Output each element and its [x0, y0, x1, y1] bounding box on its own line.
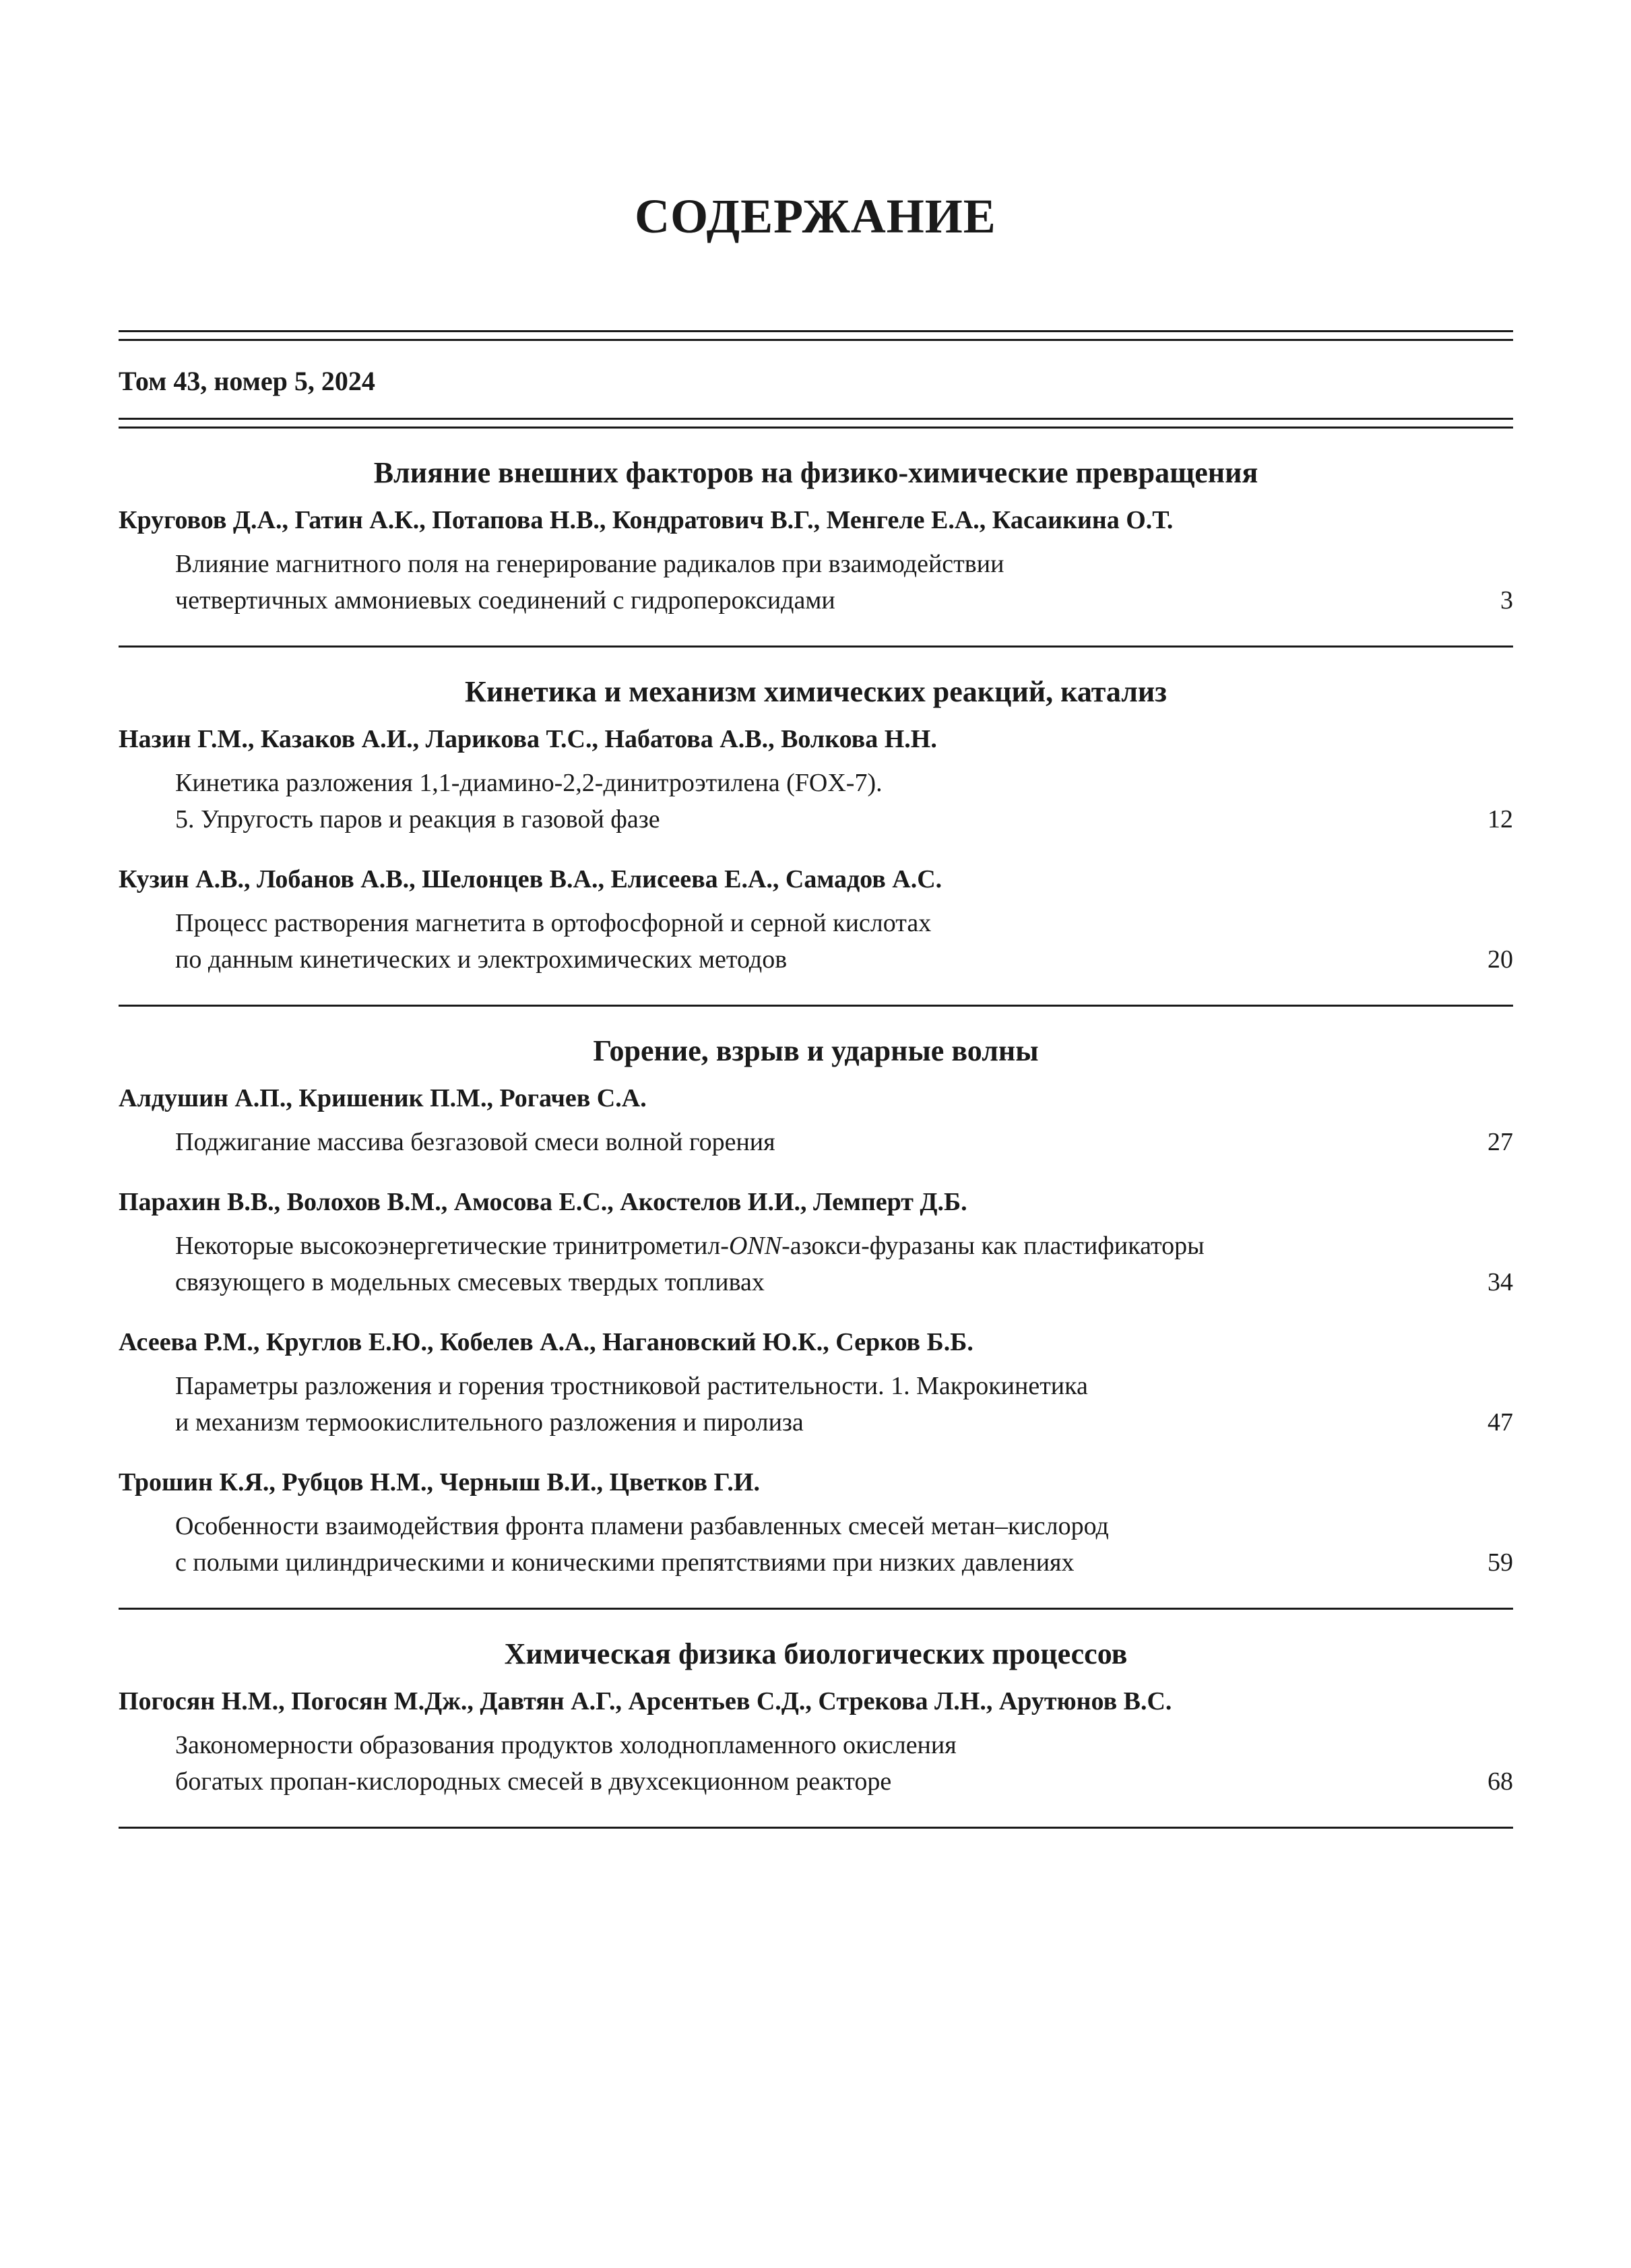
- page-number: 12: [1488, 805, 1513, 833]
- article-authors: Круговов Д.А., Гатин А.К., Потапова Н.В., Кондратович В.Г., Менгеле Е.А., Касаикина О.Т.: [119, 506, 1174, 534]
- article-title-line: и механизм термоокислительного разложения и пиролиза: [175, 1408, 804, 1437]
- page-number: 20: [1488, 945, 1513, 974]
- toc-entry[interactable]: [119, 1685, 1513, 1800]
- page-title: СОДЕРЖАНИЕ: [635, 189, 996, 243]
- article-authors: Асеева Р.М., Круглов Е.Ю., Кобелев А.А., Нагановский Ю.К., Серков Б.Б.: [119, 1328, 973, 1356]
- article-title: [119, 1228, 1442, 1300]
- page-number: 47: [1488, 1408, 1513, 1437]
- article-title: [119, 1124, 1442, 1160]
- issue-info: Том 43, номер 5, 2024: [119, 366, 375, 396]
- article-authors: Алдушин А.П., Кришеник П.М., Рогачев С.А.: [119, 1084, 647, 1112]
- article-title: [119, 546, 1442, 619]
- toc-entry[interactable]: [119, 1326, 1513, 1441]
- article-title-row: [119, 1508, 1513, 1581]
- article-title: [119, 1727, 1442, 1800]
- page-number: 34: [1488, 1268, 1513, 1296]
- article-title-line: 5. Упругость паров и реакция в газовой фазе: [175, 805, 660, 833]
- article-authors: Кузин А.В., Лобанов А.В., Шелонцев В.А., Елисеева Е.А., Самадов А.С.: [119, 865, 942, 893]
- article-title-line: Параметры разложения и горения тростниковой растительности. 1. Макрокинетика: [175, 1372, 1088, 1400]
- article-title-row: [119, 1368, 1513, 1441]
- toc-section: [119, 1007, 1513, 1610]
- article-title-row: [119, 905, 1513, 978]
- article-title: [119, 1368, 1442, 1441]
- section-heading: Химическая физика биологических процессов: [504, 1637, 1128, 1670]
- toc-section: [119, 648, 1513, 1007]
- toc-entry[interactable]: [119, 1466, 1513, 1581]
- article-title-italic: ONN: [728, 1232, 782, 1260]
- article-title-row: [119, 765, 1513, 838]
- toc-entry[interactable]: [119, 723, 1513, 838]
- article-title-text: -азокси-фуразаны как пластификаторы: [781, 1232, 1205, 1260]
- article-title-line: Влияние магнитного поля на генерирование радикалов при взаимодействии: [175, 550, 1004, 578]
- page-number: 59: [1488, 1548, 1513, 1577]
- article-authors: Трошин К.Я., Рубцов Н.М., Черныш В.И., Цветков Г.И.: [119, 1468, 760, 1497]
- article-title-text: Некоторые высокоэнергетические тринитрометил-: [175, 1232, 729, 1260]
- article-authors: Назин Г.М., Казаков А.И., Ларикова Т.С., Набатова А.В., Волкова Н.Н.: [119, 725, 937, 753]
- article-title-line: Процесс растворения магнетита в ортофосфорной и серной кислотах: [175, 909, 932, 937]
- top-double-rule: [119, 330, 1513, 341]
- article-title-line: по данным кинетических и электрохимических методов: [175, 945, 788, 974]
- page-number: 68: [1488, 1767, 1513, 1796]
- page-number: 3: [1500, 586, 1513, 615]
- article-title-row: [119, 546, 1513, 619]
- toc-entry[interactable]: [119, 504, 1513, 619]
- toc-entry[interactable]: [119, 1186, 1513, 1300]
- article-authors: Погосян Н.М., Погосян М.Дж., Давтян А.Г., Арсентьев С.Д., Стрекова Л.Н., Арутюнов В.С.: [119, 1687, 1172, 1715]
- article-authors: Парахин В.В., Волохов В.М., Амосова Е.С., Акостелов И.И., Лемперт Д.Б.: [119, 1188, 967, 1216]
- article-title: [119, 1508, 1442, 1581]
- toc-section: [119, 1610, 1513, 1829]
- toc-entry[interactable]: [119, 1082, 1513, 1160]
- article-title-line: с полыми цилиндрическими и коническими препятствиями при низких давлениях: [175, 1548, 1075, 1577]
- article-title-line: связующего в модельных смесевых твердых топливах: [175, 1268, 765, 1296]
- article-title-line: [175, 1228, 1442, 1264]
- article-title: [119, 765, 1442, 838]
- article-title-line: Закономерности образования продуктов холоднопламенного окисления: [175, 1731, 957, 1759]
- article-title-row: [119, 1727, 1513, 1800]
- page-number: 27: [1488, 1128, 1513, 1156]
- article-title: [119, 905, 1442, 978]
- section-heading: Влияние внешних факторов на физико-химические превращения: [373, 456, 1258, 489]
- article-title-line: Особенности взаимодействия фронта пламени разбавленных смесей метан–кислород: [175, 1512, 1109, 1540]
- section-heading: Горение, взрыв и ударные волны: [593, 1034, 1039, 1067]
- article-title-row: [119, 1124, 1513, 1160]
- article-title-line: четвертичных аммониевых соединений с гидропероксидами: [175, 586, 835, 615]
- article-title-line: Кинетика разложения 1,1-диамино-2,2-динитроэтилена (FOX-7).: [175, 769, 883, 797]
- toc-entry[interactable]: [119, 863, 1513, 978]
- article-title-line: Поджигание массива безгазовой смеси волной горения: [175, 1128, 775, 1156]
- article-title-line: богатых пропан-кислородных смесей в двухсекционном реакторе: [175, 1767, 892, 1796]
- table-of-contents: [119, 330, 1513, 1829]
- issue-double-rule: [119, 418, 1513, 429]
- section-heading: Кинетика и механизм химических реакций, катализ: [465, 675, 1167, 708]
- toc-section: [119, 429, 1513, 648]
- article-title-row: [119, 1228, 1513, 1300]
